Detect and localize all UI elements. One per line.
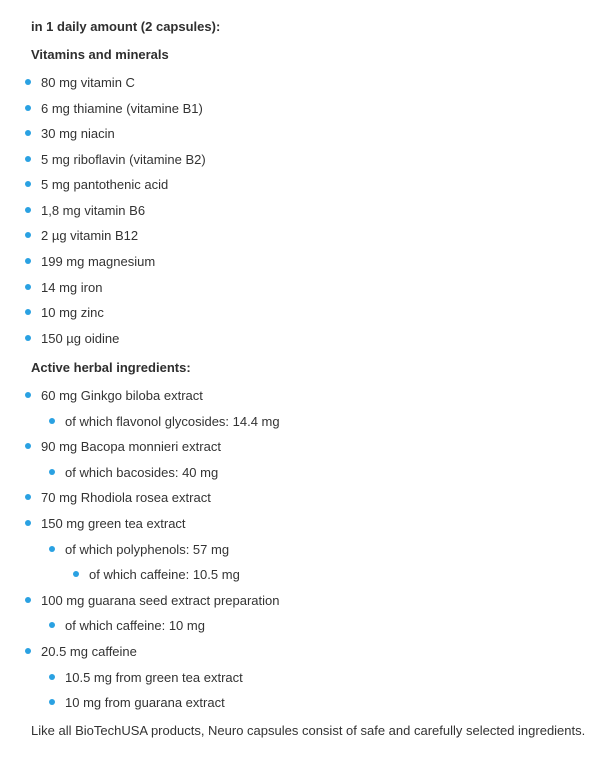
bullet-icon — [49, 469, 55, 475]
bullet-icon — [25, 335, 31, 341]
bullet-icon — [25, 105, 31, 111]
daily-amount-heading: in 1 daily amount (2 capsules): — [31, 19, 221, 34]
bullet-icon — [49, 674, 55, 680]
list-item: 1,8 mg vitamin B6 — [41, 203, 146, 218]
list-item: 2 µg vitamin B12 — [41, 228, 139, 243]
list-item: 5 mg pantothenic acid — [41, 177, 169, 192]
bullet-icon — [73, 571, 79, 577]
list-item: 5 mg riboflavin (vitamine B2) — [41, 152, 206, 167]
bullet-icon — [25, 520, 31, 526]
bullet-icon — [25, 130, 31, 136]
bullet-icon — [49, 622, 55, 628]
herbal-heading: Active herbal ingredients: — [31, 360, 191, 375]
list-item: 30 mg niacin — [41, 126, 115, 141]
sub-sub-list-item: of which caffeine: 10.5 mg — [89, 567, 240, 582]
bullet-icon — [25, 392, 31, 398]
bullet-icon — [25, 494, 31, 500]
sub-list-item: 10 mg from guarana extract — [65, 695, 225, 710]
bullet-icon — [25, 181, 31, 187]
bullet-icon — [49, 546, 55, 552]
bullet-icon — [25, 156, 31, 162]
bullet-icon — [25, 597, 31, 603]
bullet-icon — [25, 284, 31, 290]
list-item: 70 mg Rhodiola rosea extract — [41, 490, 211, 505]
bullet-icon — [49, 418, 55, 424]
list-item: 80 mg vitamin C — [41, 75, 135, 90]
list-item: 60 mg Ginkgo biloba extract — [41, 388, 203, 403]
bullet-icon — [25, 79, 31, 85]
sub-list-item: of which caffeine: 10 mg — [65, 618, 205, 633]
sub-list-item: of which bacosides: 40 mg — [65, 465, 219, 480]
bullet-icon — [25, 258, 31, 264]
bullet-icon — [25, 232, 31, 238]
list-item: 14 mg iron — [41, 280, 103, 295]
list-item: 199 mg magnesium — [41, 254, 156, 269]
bullet-icon — [25, 648, 31, 654]
sub-list-item: of which flavonol glycosides: 14.4 mg — [65, 414, 280, 429]
footer-note: Like all BioTechUSA products, Neuro capsules consist of safe and carefully selected ingredients. — [31, 723, 586, 738]
list-item: 150 mg green tea extract — [41, 516, 186, 531]
sub-list-item: of which polyphenols: 57 mg — [65, 542, 230, 557]
bullet-icon — [49, 699, 55, 705]
list-item: 90 mg Bacopa monnieri extract — [41, 439, 221, 454]
list-item: 150 µg oidine — [41, 331, 120, 346]
list-item: 10 mg zinc — [41, 305, 104, 320]
bullet-icon — [25, 443, 31, 449]
sub-list-item: 10.5 mg from green tea extract — [65, 670, 243, 685]
bullet-icon — [25, 309, 31, 315]
list-item: 6 mg thiamine (vitamine B1) — [41, 101, 203, 116]
list-item: 100 mg guarana seed extract preparation — [41, 593, 280, 608]
list-item: 20.5 mg caffeine — [41, 644, 137, 659]
bullet-icon — [25, 207, 31, 213]
vitamins-heading: Vitamins and minerals — [31, 47, 169, 62]
